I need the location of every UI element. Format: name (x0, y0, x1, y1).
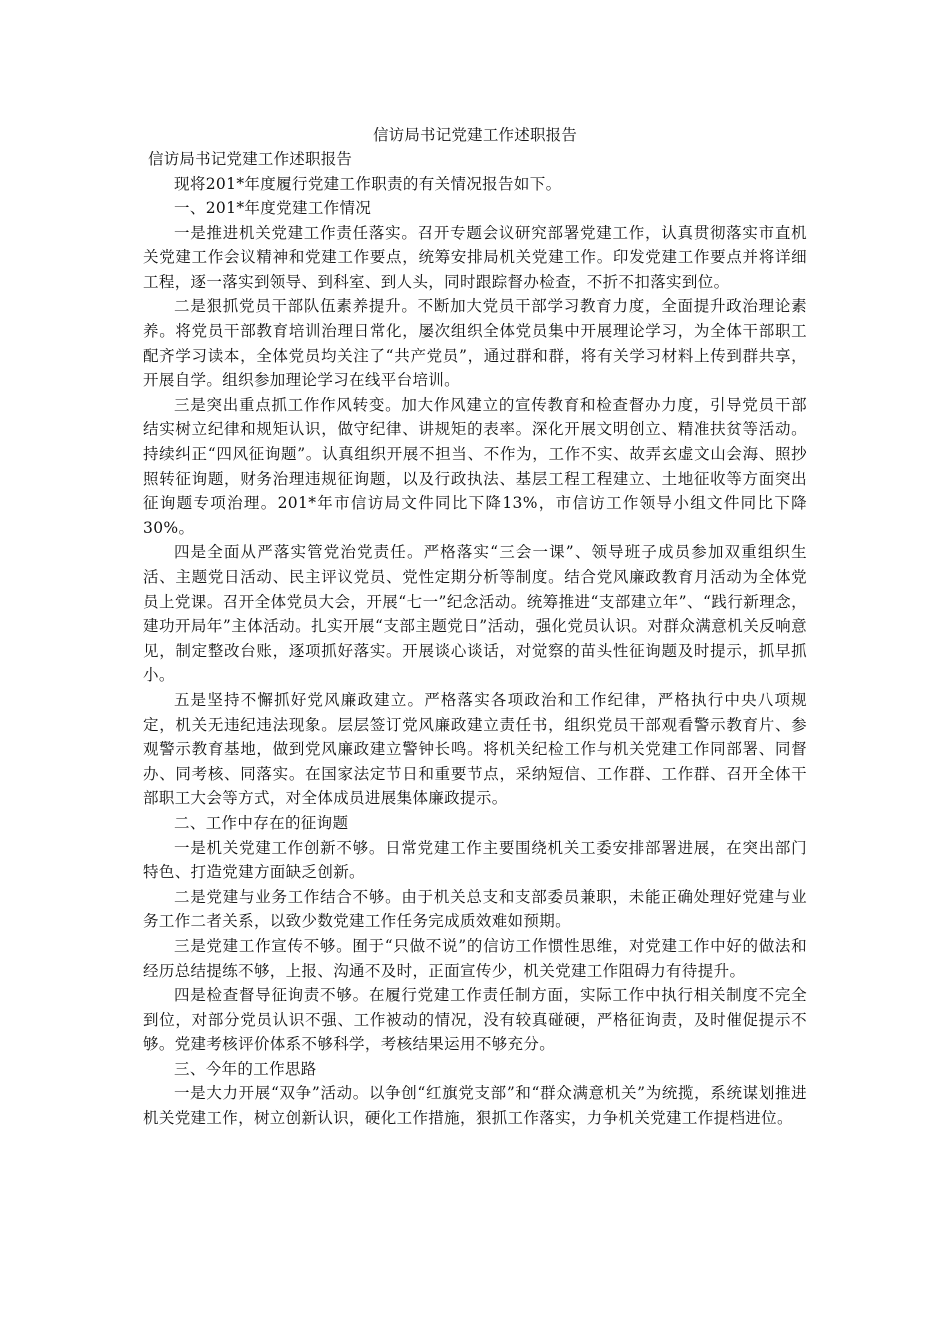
section-2-paragraph-2: 二是党建与业务工作结合不够。由于机关总支和支部委员兼职，未能正确处理好党建与业务工作二者关系，以致少数党建工作任务完成质效难如预期。 (143, 887, 807, 931)
section-1-paragraph-1: 一是推进机关党建工作责任落实。召开专题会议研究部署党建工作，认真贯彻落实市直机关党建工作会议精神和党建工作要点，统筹安排局机关党建工作。印发党建工作要点并将详细工程，逐一落实到领导、到科室、到人头，同时跟踪督办检查，不折不扣落实到位。 (143, 223, 807, 291)
section-2-paragraph-1: 一是机关党建工作创新不够。日常党建工作主要围绕机关工委安排部署进展，在突出部门特色、打造党建方面缺乏创新。 (143, 838, 807, 882)
section-1-paragraph-3: 三是突出重点抓工作作风转变。加大作风建立的宣传教育和检查督办力度，引导党员干部结实树立纪律和规矩认识，做守纪律、讲规矩的表率。深化开展文明创立、精准扶贫等活动。持续纠正“四风征询题”。认真组织开展不担当、不作为，工作不实、故弄玄虚文山会海、照抄照转征询题，财务治理违规征询题，以及行政执法、基层工程工程建立、土地征收等方面突出征询题专项治理。201*年市信访局文件同比下降13%，市信访工作领导小组文件同比下降30%。 (143, 395, 807, 537)
section-1-paragraph-4: 四是全面从严落实管党治党责任。严格落实“三会一课”、领导班子成员参加双重组织生活、主题党日活动、民主评议党员、党性定期分析等制度。结合党风廉政教育月活动为全体党员上党课。召开全体党员大会，开展“七一”纪念活动。统筹推进“支部建立年”、“践行新理念，建功开局年”主体活动。扎实开展“支部主题党日”活动，强化党员认识。对群众满意机关反响意见，制定整改台账，逐项抓好落实。开展谈心谈话，对觉察的苗头性征询题及时提示，抓早抓小。 (143, 543, 807, 685)
section-2-heading: 二、工作中存在的征询题 (174, 813, 349, 832)
section-3-paragraph-1: 一是大力开展“双争”活动。以争创“红旗党支部”和“群众满意机关”为统揽，系统谋划推进机关党建工作，树立创新认识，硬化工作措施，狠抓工作落实，力争机关党建工作提档进位。 (143, 1084, 807, 1128)
section-1-paragraph-2: 二是狠抓党员干部队伍素养提升。不断加大党员干部学习教育力度，全面提升政治理论素养。将党员干部教育培训治理日常化，屡次组织全体党员集中开展理论学习，为全体干部职工配齐学习读本，全体党员均关注了“共产党员”，通过群和群，将有关学习材料上传到群共享，开展自学。组织参加理论学习在线平台培训。 (143, 297, 807, 390)
section-3-heading: 三、今年的工作思路 (174, 1059, 317, 1078)
section-1-paragraph-5: 五是坚持不懈抓好党风廉政建立。严格落实各项政治和工作纪律，严格执行中央八项规定，机关无违纪违法现象。层层签订党风廉政建立责任书，组织党员干部观看警示教育片、参观警示教育基地，做到党风廉政建立警钟长鸣。将机关纪检工作与机关党建工作同部署、同督办、同考核、同落实。在国家法定节日和重要节点，采纳短信、工作群、工作群、召开全体干部职工大会等方式，对全体成员进展集体廉政提示。 (143, 690, 807, 808)
document-title: 信访局书记党建工作述职报告 (372, 126, 578, 144)
document-subtitle: 信访局书记党建工作述职报告 (148, 150, 353, 168)
section-1-heading: 一、201*年度党建工作情况 (174, 199, 372, 218)
section-2-paragraph-4: 四是检查督导征询责不够。在履行党建工作责任制方面，实际工作中执行相关制度不完全到位，对部分党员认识不强、工作被动的情况，没有较真碰硬，严格征询责，及时催促提示不够。党建考核评价体系不够科学，考核结果运用不够充分。 (143, 986, 807, 1054)
intro-paragraph: 现将201*年度履行党建工作职责的有关情况报告如下。 (174, 174, 562, 193)
section-2-paragraph-3: 三是党建工作宣传不够。囿于“只做不说”的信访工作惯性思维，对党建工作中好的做法和经历总结提练不够，上报、沟通不及时，正面宣传少，机关党建工作阻碍力有待提升。 (143, 936, 807, 980)
document-page (143, 123, 807, 1131)
